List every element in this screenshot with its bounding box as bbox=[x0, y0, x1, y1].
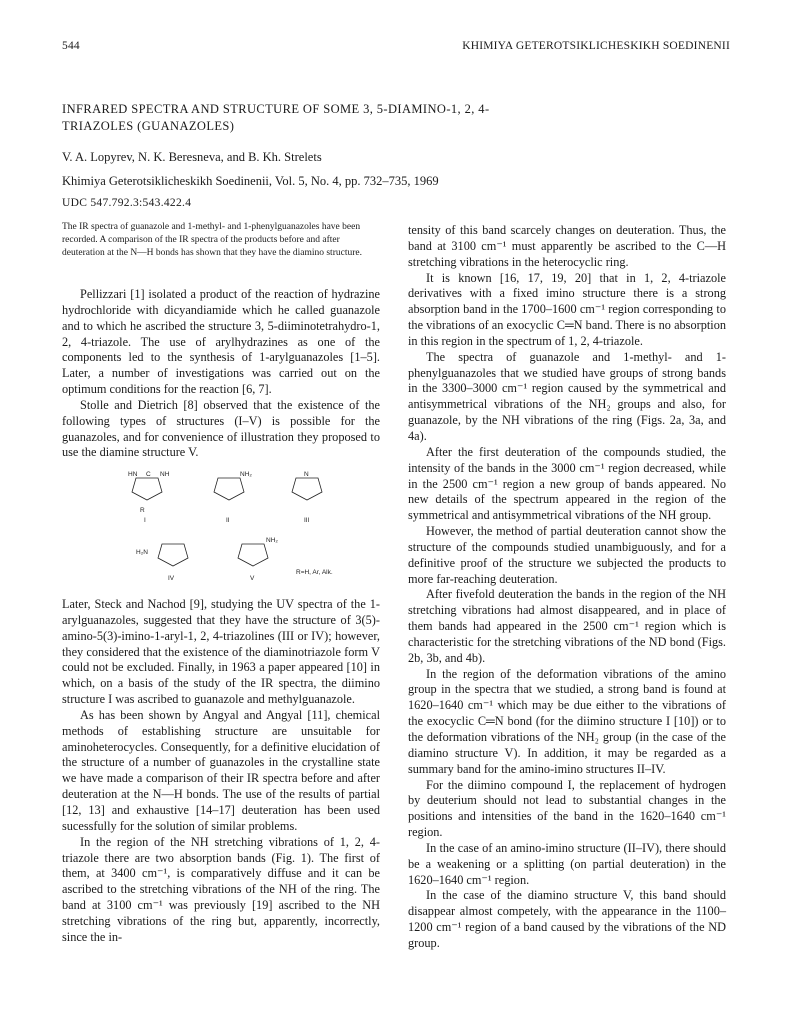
group-label: NH bbox=[160, 471, 170, 478]
paragraph: In the region of the deformation vibrations of the amino group in the spectra that we studied, a strong band is found at 1620–1640 cm⁻¹ which may be due either to the vibrations of the exocyclic C═N bond (for the diimino structure I [10]) or to the deformation vibrations of the NH₂ group (in the case of the diamino structure V). In addition, it may be regarded as a summary band for the amino-imino structures II–IV. bbox=[408, 666, 726, 776]
paragraph: In the case of the diamino structure V, this band should disappear almost competely, with the appearance in the 1100–1200 cm⁻¹ region of a band caused by the vibrations of the ND group. bbox=[408, 888, 726, 950]
right-column bbox=[408, 223, 726, 952]
citation: Khimiya Geterotsiklicheskikh Soedinenii, Vol. 5, No. 4, pp. 732–735, 1969 bbox=[62, 174, 439, 188]
paragraph: However, the method of partial deuteration cannot show the structure of the compounds studied unambiguously, and for a definitive proof of the structure we subjected the products to more far-reaching deuteration. bbox=[408, 524, 726, 586]
group-label: N bbox=[304, 471, 309, 478]
paragraph: As has been shown by Angyal and Angyal [11], chemical methods of establishing structure are unsuitable for aminoheterocycles. Consequently, for a definitive elucidation of the structure of a number of guanazoles in the crystalline state we have made a comparison of their IR spectra before and after deuteration at the N—H bonds. The use of the results of partial [12, 13] and exhaustive [14–17] deuteration has been used sucessfully for the solution of similar problems. bbox=[62, 707, 380, 833]
paragraph: Pellizzari [1] isolated a product of the reaction of hydrazine hydrochloride with dicyandiamide which he called guanazole and to which he ascribed the structure 3, 5-diiminotetrahydro-1, 2, 4-triazole. The use of arylhydrazines as one of the components led to the synthesis of 1-arylguanazoles [1–5]. Later, a number of investigations was carried out on the optimum conditions for the reaction [6, 7]. bbox=[62, 287, 380, 397]
page-number: 544 bbox=[62, 40, 80, 52]
left-column-top bbox=[62, 287, 380, 461]
article-title: INFRARED SPECTRA AND STRUCTURE OF SOME 3, 5-DIAMINO-1, 2, 4-TRIAZOLES (GUANAZOLES) bbox=[62, 102, 490, 133]
paragraph: The spectra of guanazole and 1-methyl- and 1-phenylguanazoles that we studied have groups of strong bands in the 3300–3000 cm⁻¹ region caused by the symmetrical and antisymmetrical vibrations of the NH₂ groups and also, for guanazole, by the NH vibrations of the ring (Figs. 2a, 3a, and 4a). bbox=[408, 349, 726, 443]
group-label: HN bbox=[128, 471, 138, 478]
structure-label-II: II bbox=[226, 517, 230, 524]
structures-svg bbox=[96, 456, 386, 586]
group-label: NH₂ bbox=[266, 537, 278, 544]
running-header: KHIMIYA GETEROTSIKLICHESKIKH SOEDINENII bbox=[462, 40, 730, 52]
abstract: The IR spectra of guanazole and 1-methyl- and 1-phenylguanazoles have been recorded. A comparison of the IR spectra of the products before and after deuteration at the N—H bonds has shown that they have the diamino structure. bbox=[62, 222, 362, 259]
paragraph: In the case of an amino-imino structure (II–IV), there should be a weakening or a splitting (on partial deuteration) in the 1620–1640 cm⁻¹ region. bbox=[408, 840, 726, 887]
group-label: C bbox=[146, 471, 151, 478]
left-column-bottom bbox=[62, 597, 380, 946]
substituent-note: R=H, Ar, Alk. bbox=[296, 569, 333, 576]
paragraph: After fivefold deuteration the bands in the region of the NH stretching vibrations had almost disappeared, and in place of them bands had appeared in the 2500 cm⁻¹ region which is characteristic for the stretching vibrations of the ND bond (Figs. 2b, 3b, and 4b). bbox=[408, 587, 726, 665]
paragraph: In the region of the NH stretching vibrations of 1, 2, 4-triazole there are two absorption bands (Fig. 1). The first of them, at 3400 cm⁻¹, is comparatively diffuse and it can be ascribed to the stretching vibrations of the NH of the ring. The band at 3100 cm⁻¹ was previously [19] ascribed to the NH stretching vibrations of the ring but, apparently, incorrectly, since the in- bbox=[62, 834, 380, 944]
paragraph: Stolle and Dietrich [8] observed that the existence of the following types of structures (I–V) is possible for the guanazoles, and for convenience of illustration they proposed to use the diamine structure V. bbox=[62, 397, 380, 460]
paragraph: After the first deuteration of the compounds studied, the intensity of the bands in the 3000 cm⁻¹ region decreased, while in the 2500 cm⁻¹ region a new group of bands appeared. No new details of the spectrum appeared in the region of the symmetrical and antisymmetrical vibrations of the NH group. bbox=[408, 444, 726, 523]
authors: V. A. Lopyrev, N. K. Beresneva, and B. Kh. Strelets bbox=[62, 150, 322, 164]
structure-label-IV: IV bbox=[168, 575, 175, 582]
structure-diagram bbox=[96, 456, 386, 586]
structure-label-III: III bbox=[304, 517, 310, 524]
group-label: H₂N bbox=[136, 549, 148, 556]
paragraph: For the diimino compound I, the replacement of hydrogen by deuterium should not lead to substantial changes in the positions and intensities of the band in the 1620–1640 cm⁻¹ region. bbox=[408, 777, 726, 840]
group-label: NH₂ bbox=[240, 471, 252, 478]
paragraph: tensity of this band scarcely changes on deuteration. Thus, the band at 3100 cm⁻¹ must apparently be ascribed to the C—H stretching vibrations in the heterocyclic ring. bbox=[408, 223, 726, 269]
group-label: R bbox=[140, 507, 145, 514]
udc-code: UDC 547.792.3:543.422.4 bbox=[62, 197, 192, 209]
paragraph: It is known [16, 17, 19, 20] that in 1, 2, 4-triazole derivatives with a fixed imino structure there is a strong absorption band in the 1700–1600 cm⁻¹ region corresponding to the vibrations of an exocyclic C═N band. There is no absorption in this region in the spectrum of 1, 2, 4-triazole. bbox=[408, 270, 726, 348]
structure-label-V: V bbox=[250, 575, 255, 582]
paragraph: Later, Steck and Nachod [9], studying the UV spectra of the 1-arylguanazoles, suggested that they have the structure of 3(5)-amino-5(3)-imino-1-aryl-1, 2, 4-triazolines (III or IV); however, they considered that the existence of the diaminotriazole form V could not be excluded. Finally, in 1963 a paper appeared [10] in which, on a basis of the study of the IR spectra, the diimino structure I was ascribed to guanazole and methylguanazole. bbox=[62, 597, 380, 707]
structure-label-I: I bbox=[144, 517, 146, 524]
